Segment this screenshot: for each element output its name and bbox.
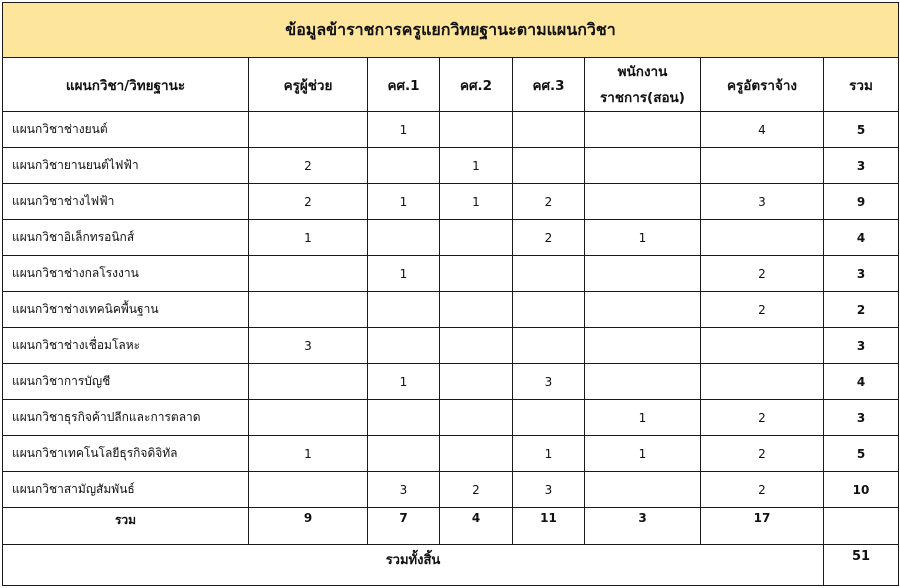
row-total-cell: 10 [824, 472, 899, 508]
table-row [3, 328, 899, 364]
grand-total-label: รวมทั้งสิ้น [3, 545, 824, 586]
count-cell [585, 148, 701, 184]
row-total-cell: 4 [824, 364, 899, 400]
count-cell [368, 328, 440, 364]
row-total-cell: 5 [824, 112, 899, 148]
count-cell [249, 292, 368, 328]
count-cell [513, 256, 585, 292]
count-cell [440, 220, 513, 256]
row-total-cell: 5 [824, 436, 899, 472]
count-cell: 1 [585, 400, 701, 436]
department-name-cell: แผนกวิชาช่างยนต์ [3, 112, 249, 148]
count-cell: 1 [585, 436, 701, 472]
department-name-cell: แผนกวิชายานยนต์ไฟฟ้า [3, 148, 249, 184]
count-cell: 3 [701, 184, 824, 220]
count-cell [513, 400, 585, 436]
table-row [3, 220, 899, 256]
count-cell [585, 256, 701, 292]
count-cell [440, 436, 513, 472]
sum-count-cell: 4 [440, 508, 513, 545]
header-government-employee [585, 58, 701, 112]
count-cell [440, 292, 513, 328]
count-cell: 2 [513, 184, 585, 220]
count-cell [368, 400, 440, 436]
table-row [3, 436, 899, 472]
count-cell [368, 292, 440, 328]
count-cell: 1 [249, 220, 368, 256]
department-name-cell: แผนกวิชาเทคโนโลยีธุรกิจดิจิทัล [3, 436, 249, 472]
department-name-cell: แผนกวิชาช่างเชื่อมโลหะ [3, 328, 249, 364]
count-cell [701, 364, 824, 400]
count-cell: 2 [701, 256, 824, 292]
count-cell: 4 [701, 112, 824, 148]
count-cell: 1 [249, 436, 368, 472]
count-cell [440, 256, 513, 292]
count-cell: 2 [440, 472, 513, 508]
grand-total-value: 51 [824, 545, 899, 586]
count-cell [440, 400, 513, 436]
count-cell: 3 [368, 472, 440, 508]
count-cell [585, 292, 701, 328]
row-total-cell: 2 [824, 292, 899, 328]
header-kor-sor-2: คศ.2 [440, 58, 513, 112]
department-name-cell: แผนกวิชาช่างเทคนิคพื้นฐาน [3, 292, 249, 328]
header-government-employee-line1: พนักงาน [617, 63, 668, 80]
count-cell: 2 [701, 472, 824, 508]
row-total-cell: 3 [824, 148, 899, 184]
header-kor-sor-1: คศ.1 [368, 58, 440, 112]
header-government-employee-line2: ราชการ(สอน) [600, 89, 685, 106]
count-cell: 3 [513, 472, 585, 508]
count-cell [368, 436, 440, 472]
count-cell [585, 328, 701, 364]
count-cell [368, 220, 440, 256]
sum-count-cell: 11 [513, 508, 585, 545]
sum-row [3, 508, 899, 545]
count-cell [585, 364, 701, 400]
count-cell [440, 364, 513, 400]
department-name-cell: แผนกวิชาสามัญสัมพันธ์ [3, 472, 249, 508]
count-cell: 2 [701, 436, 824, 472]
count-cell: 1 [368, 184, 440, 220]
count-cell [368, 148, 440, 184]
sum-count-cell: 17 [701, 508, 824, 545]
header-total: รวม [824, 58, 899, 112]
count-cell: 1 [368, 364, 440, 400]
count-cell [513, 148, 585, 184]
count-cell [249, 364, 368, 400]
sum-count-cell: 7 [368, 508, 440, 545]
table-row [3, 400, 899, 436]
row-total-cell: 3 [824, 256, 899, 292]
count-cell: 1 [440, 184, 513, 220]
count-cell [440, 328, 513, 364]
count-cell: 1 [368, 112, 440, 148]
count-cell: 2 [249, 148, 368, 184]
count-cell [249, 472, 368, 508]
table-row [3, 112, 899, 148]
row-total-cell: 3 [824, 328, 899, 364]
teacher-data-table [2, 2, 899, 586]
count-cell [585, 472, 701, 508]
count-cell: 1 [440, 148, 513, 184]
table-row [3, 148, 899, 184]
table-row [3, 184, 899, 220]
count-cell [249, 400, 368, 436]
department-name-cell: แผนกวิชาธุรกิจค้าปลีกและการตลาด [3, 400, 249, 436]
count-cell [513, 292, 585, 328]
row-total-cell: 3 [824, 400, 899, 436]
header-department: แผนกวิชา/วิทยฐานะ [3, 58, 249, 112]
header-kor-sor-3: คศ.3 [513, 58, 585, 112]
header-contract-teacher: ครูอัตราจ้าง [701, 58, 824, 112]
department-name-cell: แผนกวิชาการบัญชี [3, 364, 249, 400]
report-table-container [2, 2, 898, 586]
header-assistant-teacher: ครูผู้ช่วย [249, 58, 368, 112]
table-row [3, 256, 899, 292]
table-row [3, 292, 899, 328]
count-cell: 1 [513, 436, 585, 472]
count-cell [701, 220, 824, 256]
table-row [3, 472, 899, 508]
count-cell: 1 [585, 220, 701, 256]
table-title: ข้อมูลข้าราชการครูแยกวิทยฐานะตามแผนกวิชา [3, 3, 899, 58]
sum-count-cell: 9 [249, 508, 368, 545]
count-cell [513, 112, 585, 148]
table-row [3, 364, 899, 400]
header-row [3, 58, 899, 112]
count-cell [701, 328, 824, 364]
count-cell [249, 112, 368, 148]
department-name-cell: แผนกวิชาช่างไฟฟ้า [3, 184, 249, 220]
sum-total-cell [824, 508, 899, 545]
count-cell: 1 [368, 256, 440, 292]
row-total-cell: 9 [824, 184, 899, 220]
sum-label-cell: รวม [3, 508, 249, 545]
count-cell: 2 [701, 292, 824, 328]
department-name-cell: แผนกวิชาช่างกลโรงงาน [3, 256, 249, 292]
count-cell [585, 112, 701, 148]
row-total-cell: 4 [824, 220, 899, 256]
grand-total-row [3, 545, 899, 586]
count-cell [440, 112, 513, 148]
department-name-cell: แผนกวิชาอิเล็กทรอนิกส์ [3, 220, 249, 256]
count-cell: 2 [701, 400, 824, 436]
count-cell [513, 328, 585, 364]
count-cell: 3 [513, 364, 585, 400]
sum-count-cell: 3 [585, 508, 701, 545]
count-cell: 3 [249, 328, 368, 364]
count-cell: 2 [513, 220, 585, 256]
count-cell: 2 [249, 184, 368, 220]
count-cell [701, 148, 824, 184]
count-cell [585, 184, 701, 220]
count-cell [249, 256, 368, 292]
